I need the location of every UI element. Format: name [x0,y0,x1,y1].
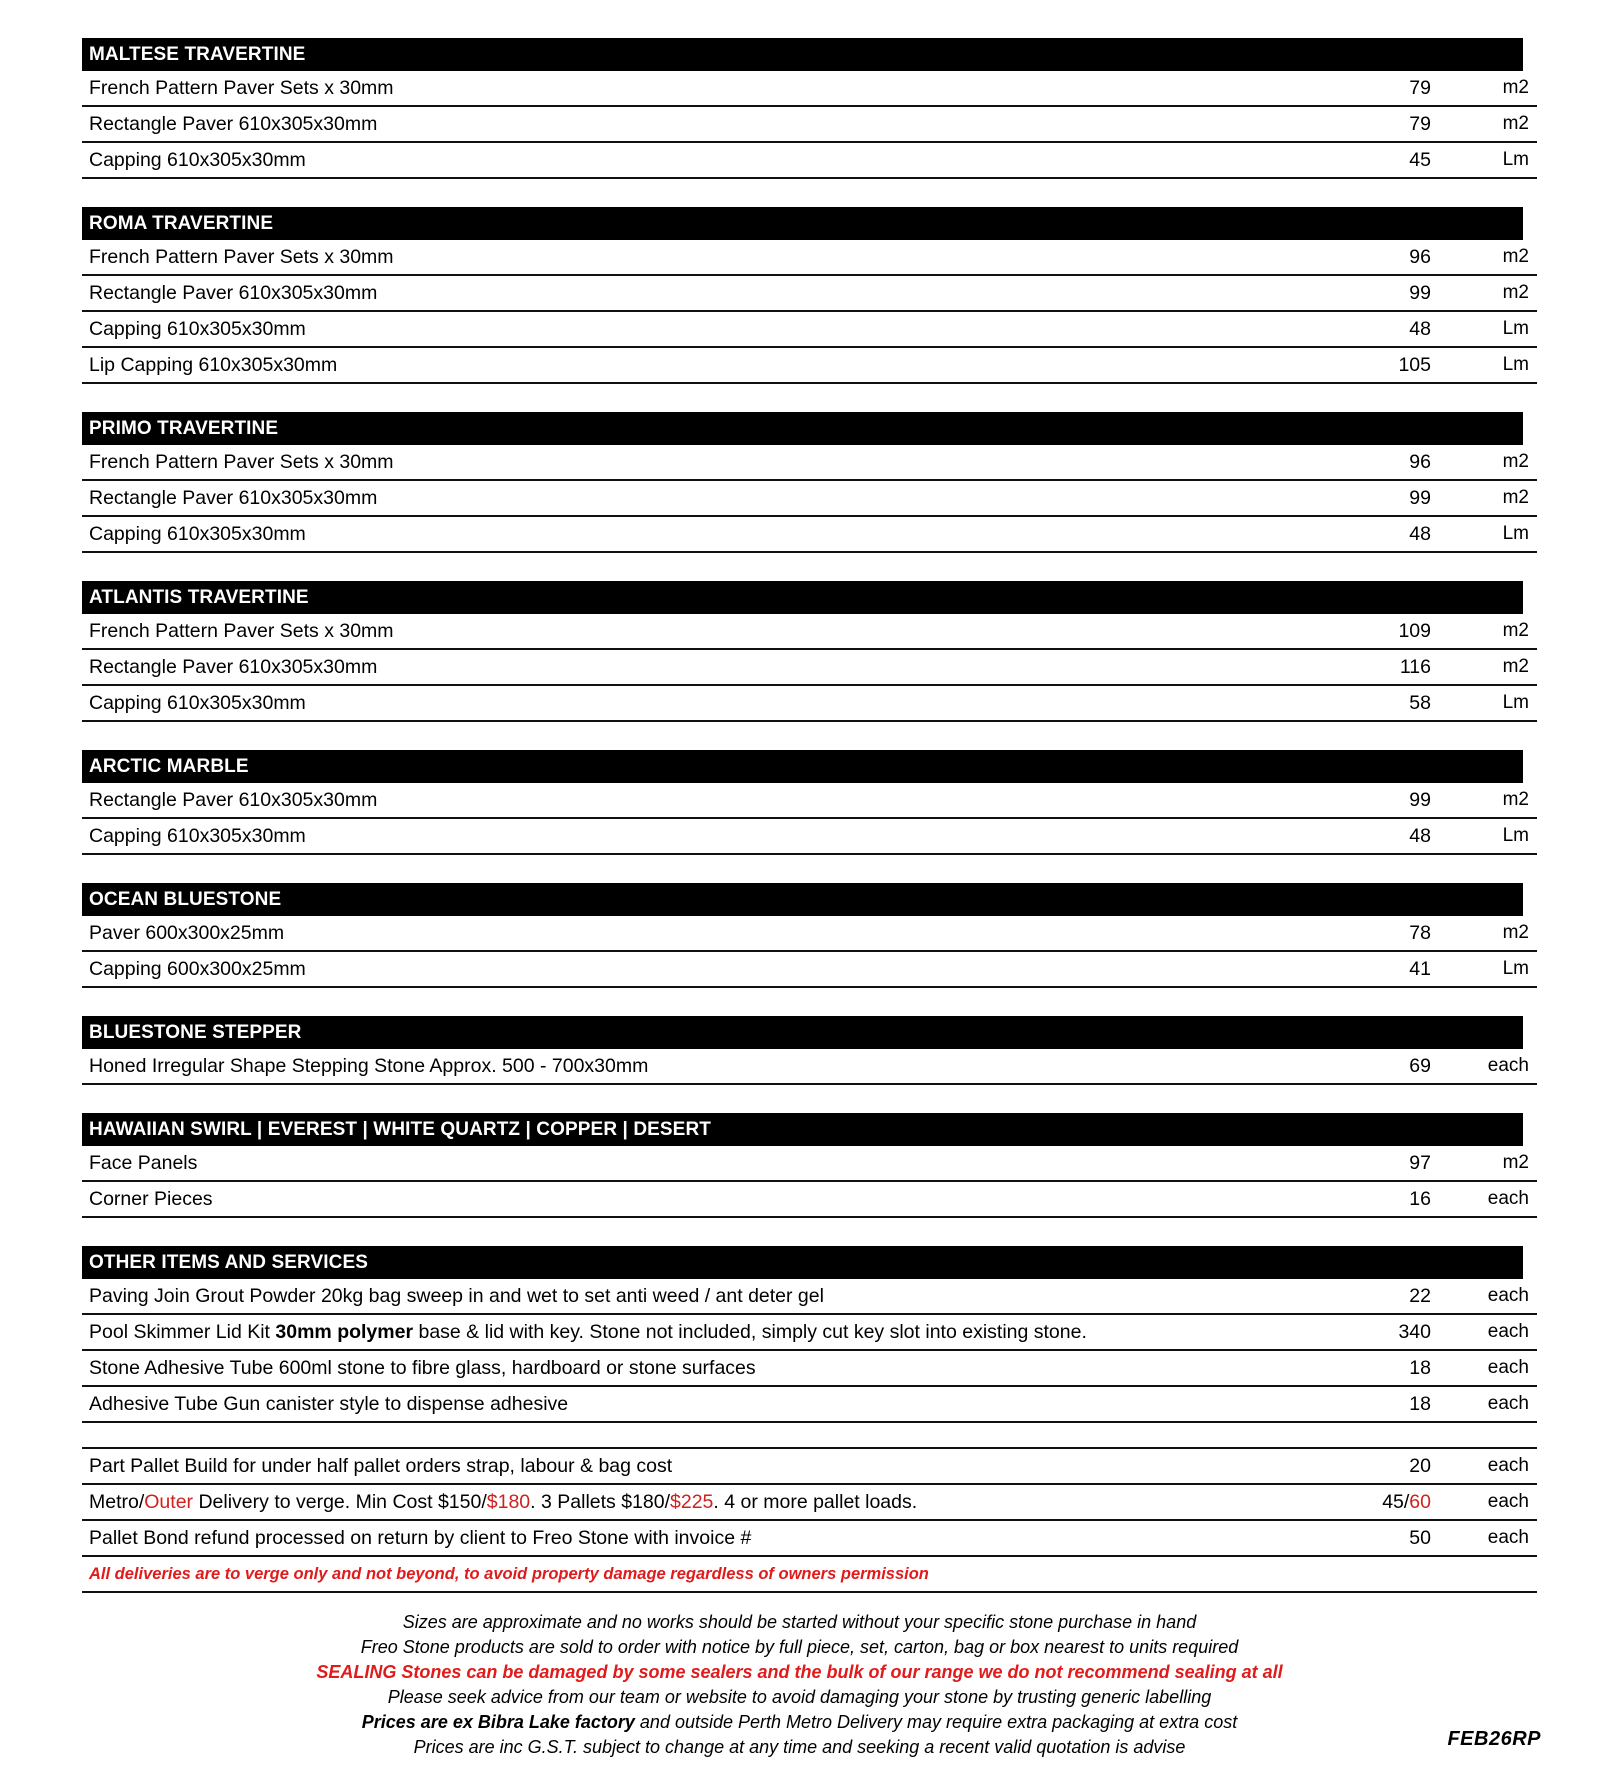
row-description [82,1527,1279,1550]
section-header: PRIMO TRAVERTINE [82,412,1523,445]
row-unit: m2 [1502,656,1529,677]
row-description [82,1357,1279,1380]
row-description [82,1393,1279,1416]
row-description [82,1491,1279,1514]
table-row [82,1146,1537,1182]
table-row [82,1182,1537,1218]
emphasis-red: $225 [670,1490,714,1513]
row-description: Lip Capping 610x305x30mm [89,353,338,376]
table-row [82,71,1537,107]
table-row [82,143,1537,179]
product-section [82,1113,1537,1218]
row-price: 48 [1409,522,1431,545]
row-unit: each [1487,1527,1529,1548]
row-price: 69 [1409,1054,1431,1077]
row-price: 116 [1399,655,1431,678]
section-header: OTHER ITEMS AND SERVICES [82,1246,1523,1279]
table-row [82,276,1537,312]
product-section [82,412,1537,553]
row-unit: m2 [1502,77,1529,98]
row-unit: Lm [1502,692,1529,713]
text-run: Part Pallet Build for under half pallet orders strap, labour & bag cost [89,1454,673,1477]
row-description: Corner Pieces [89,1187,213,1210]
table-row [82,312,1537,348]
section-header: ATLANTIS TRAVERTINE [82,581,1523,614]
table-row [82,1387,1537,1423]
emphasis-red: $180 [486,1490,531,1513]
emphasis-red: 60 [1409,1490,1431,1513]
row-unit: Lm [1502,149,1529,170]
footer-line-text: and outside Perth Metro Delivery may require extra packaging at extra cost [634,1712,1238,1732]
section-header: OCEAN BLUESTONE [82,883,1523,916]
row-description: Capping 610x305x30mm [89,317,306,340]
row-price [1279,1455,1447,1478]
text-run: Delivery to verge. Min Cost $150/ [193,1490,487,1513]
footer-line: Please seek advice from our team or website to avoid damaging your stone by trusting generic labelling [387,1687,1212,1707]
table-row [82,517,1537,553]
text-run: Adhesive Tube Gun canister style to dispense adhesive [89,1392,569,1415]
row-unit: m2 [1502,620,1529,641]
row-price: 78 [1409,921,1431,944]
table-row [82,952,1537,988]
table-row [82,445,1537,481]
row-unit: each [1487,1393,1529,1414]
row-unit: m2 [1502,922,1529,943]
row-price: 41 [1409,957,1431,980]
footer-line: Sizes are approximate and no works should be started without your specific stone purchase in hand [402,1612,1197,1632]
table-row [82,686,1537,722]
row-price: 109 [1398,619,1431,642]
row-unit: each [1487,1321,1529,1342]
row-unit: each [1487,1357,1529,1378]
table-row [82,1449,1537,1485]
product-section [82,883,1537,988]
text-run: Stone Adhesive Tube 600ml stone to fibre glass, hardboard or stone surfaces [89,1356,756,1379]
table-row [82,819,1537,855]
row-unit: each [1487,1491,1529,1512]
table-row [82,107,1537,143]
row-price: 18 [1409,1356,1431,1379]
table-row [82,614,1537,650]
text-run: . 3 Pallets $180/ [530,1490,670,1513]
row-unit: Lm [1502,318,1529,339]
row-price [1279,1527,1447,1550]
product-section [82,1016,1537,1085]
row-unit: each [1487,1455,1529,1476]
row-description [82,1455,1279,1478]
row-price: 96 [1409,450,1431,473]
row-unit: each [1487,1055,1529,1076]
row-unit: m2 [1502,789,1529,810]
text-run: base & lid with key. Stone not included, simply cut key slot into existing stone. [413,1320,1087,1343]
section-header: ROMA TRAVERTINE [82,207,1523,240]
text-run: Paving Join Grout Powder 20kg bag sweep in and wet to set anti weed / ant deter gel [89,1284,824,1307]
table-row [82,783,1537,819]
row-price: 45 [1409,148,1431,171]
row-description: Face Panels [89,1151,198,1174]
row-price: 22 [1409,1284,1431,1307]
row-description: Capping 610x305x30mm [89,824,306,847]
row-price: 99 [1409,281,1431,304]
row-unit: Lm [1502,354,1529,375]
footer-lead-bold: Prices are ex Bibra Lake factory [361,1712,635,1732]
section-header: ARCTIC MARBLE [82,750,1523,783]
row-description: Capping 610x305x30mm [89,522,306,545]
row-description: Paver 600x300x25mm [89,921,285,944]
row-description: Honed Irregular Shape Stepping Stone Approx. 500 - 700x30mm [89,1054,649,1077]
section-header: BLUESTONE STEPPER [82,1016,1523,1049]
row-description: Rectangle Paver 610x305x30mm [89,788,378,811]
table-row [82,650,1537,686]
row-description: Rectangle Paver 610x305x30mm [89,486,378,509]
row-price: 18 [1409,1392,1431,1415]
row-unit: m2 [1502,113,1529,134]
footer-line: Freo Stone products are sold to order with notice by full piece, set, carton, bag or box nearest to units required [360,1637,1239,1657]
row-description: Capping 600x300x25mm [89,957,306,980]
row-price: 79 [1409,76,1431,99]
text-run: Pallet Bond refund processed on return by client to Freo Stone with invoice # [89,1526,752,1549]
row-unit: each [1487,1188,1529,1209]
row-unit: m2 [1502,282,1529,303]
delivery-warning-text: All deliveries are to verge only and not beyond, to avoid property damage regardless of owners permission [89,1564,929,1583]
row-price: 48 [1409,317,1431,340]
footer-line: Prices are inc G.S.T. subject to change at any time and seeking a recent valid quotation is advise [413,1737,1186,1757]
table-row [82,481,1537,517]
row-unit: m2 [1502,451,1529,472]
section-header: HAWAIIAN SWIRL | EVEREST | WHITE QUARTZ | COPPER | DESERT [82,1113,1523,1146]
text-run: 50 [1409,1526,1431,1549]
table-row [82,1351,1537,1387]
row-price: 105 [1398,353,1431,376]
row-price: 48 [1409,824,1431,847]
row-price: 340 [1398,1320,1431,1343]
row-description [82,1285,1279,1308]
section-header: MALTESE TRAVERTINE [82,38,1523,71]
table-row [82,348,1537,384]
row-price: 99 [1409,486,1431,509]
row-description: French Pattern Paver Sets x 30mm [89,76,394,99]
section-spacer [82,1423,1537,1447]
row-description: Capping 610x305x30mm [89,148,306,171]
delivery-warning-row [82,1557,1537,1593]
row-unit: Lm [1502,523,1529,544]
row-unit: m2 [1502,246,1529,267]
product-section [82,38,1537,179]
table-row [82,1279,1537,1315]
row-description: French Pattern Paver Sets x 30mm [89,619,394,642]
row-unit: m2 [1502,487,1529,508]
table-row [82,1315,1537,1351]
table-row [82,916,1537,952]
row-description: Rectangle Paver 610x305x30mm [89,655,378,678]
row-description: Rectangle Paver 610x305x30mm [89,112,378,135]
row-unit: each [1487,1285,1529,1306]
row-description: French Pattern Paver Sets x 30mm [89,245,394,268]
product-section [82,581,1537,722]
text-run: Pool Skimmer Lid Kit [89,1320,276,1343]
footer-notes [0,1610,1599,1760]
row-description [82,1321,1279,1344]
table-row [82,240,1537,276]
row-unit: m2 [1502,1152,1529,1173]
footer-line [0,1710,1599,1735]
product-section [82,750,1537,855]
row-price: 97 [1409,1151,1431,1174]
product-section [82,207,1537,384]
revision-stamp: FEB26RP [1447,1728,1541,1750]
footer-line: SEALING Stones can be damaged by some sealers and the bulk of our range we do not recommend sealing at all [316,1662,1283,1682]
row-price: 58 [1409,691,1431,714]
row-unit: Lm [1502,958,1529,979]
table-row [82,1521,1537,1557]
text-run: 20 [1409,1454,1431,1477]
row-price: 16 [1409,1187,1431,1210]
row-description: Rectangle Paver 610x305x30mm [89,281,378,304]
text-run: . 4 or more pallet loads. [713,1490,918,1513]
price-table [82,38,1537,1621]
text-run: 45/ [1382,1490,1410,1513]
table-row [82,1049,1537,1085]
row-description: French Pattern Paver Sets x 30mm [89,450,394,473]
row-price: 96 [1409,245,1431,268]
row-price [1279,1491,1447,1514]
table-row [82,1485,1537,1521]
emphasis-bold: 30mm polymer [275,1320,414,1343]
other-items-section [82,1246,1537,1593]
row-unit: Lm [1502,825,1529,846]
row-price: 79 [1409,112,1431,135]
row-price: 99 [1409,788,1431,811]
text-run: Metro/ [89,1490,145,1513]
emphasis-red: Outer [144,1490,194,1513]
row-description: Capping 610x305x30mm [89,691,306,714]
